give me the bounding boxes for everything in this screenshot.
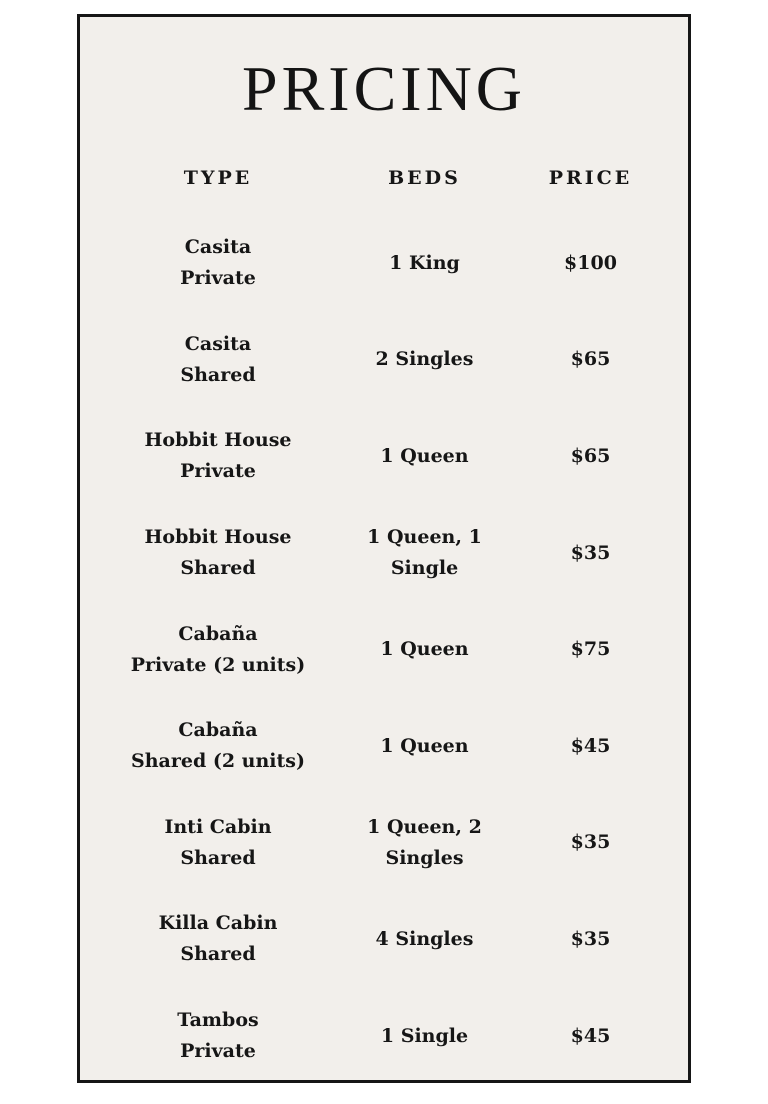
cell-beds: 1 Queen, 2 Singles [367, 815, 482, 869]
cell-beds: 1 Queen, 1 Single [367, 526, 482, 580]
cell-type: Hobbit House Shared [144, 526, 292, 580]
header-beds: BEDS [388, 166, 461, 189]
cell-type: Killa Cabin Shared [158, 912, 278, 966]
page-title: PRICING [241, 53, 527, 124]
cell-price: $35 [570, 927, 611, 950]
table-row [110, 891, 658, 988]
table-row [110, 505, 658, 602]
cell-price: $65 [570, 348, 611, 371]
pricing-card [77, 14, 691, 1083]
cell-price: $35 [570, 831, 611, 854]
cell-type: Casita Shared [180, 332, 256, 386]
table-row [110, 312, 658, 409]
cell-beds: 4 Singles [375, 927, 474, 950]
cell-type: Cabaña Shared (2 units) [131, 719, 305, 773]
cell-price: $65 [570, 444, 611, 467]
cell-type: Casita Private [180, 236, 256, 290]
cell-price: $100 [564, 251, 617, 274]
cell-beds: 1 Queen [380, 734, 469, 757]
cell-type: Inti Cabin Shared [164, 815, 272, 869]
header-type: TYPE [183, 166, 253, 189]
cell-beds: 1 Single [380, 1024, 469, 1047]
table-row [110, 988, 658, 1085]
cell-beds: 2 Singles [375, 348, 474, 371]
header-price: PRICE [548, 166, 633, 189]
cell-beds: 1 King [389, 251, 460, 274]
cell-beds: 1 Queen [380, 638, 469, 661]
cell-beds: 1 Queen [380, 444, 469, 467]
table-row [110, 408, 658, 505]
cell-type: Hobbit House Private [144, 429, 292, 483]
pricing-table [110, 141, 658, 1084]
cell-price: $45 [570, 734, 611, 757]
cell-price: $35 [570, 541, 611, 564]
cell-type: Cabaña Private (2 units) [130, 622, 306, 676]
table-row [110, 795, 658, 892]
cell-price: $45 [570, 1024, 611, 1047]
table-row [110, 698, 658, 795]
table-row [110, 215, 658, 312]
table-header [110, 141, 658, 215]
table-row [110, 601, 658, 698]
cell-price: $75 [570, 638, 611, 661]
cell-type: Tambos Private [177, 1009, 259, 1063]
